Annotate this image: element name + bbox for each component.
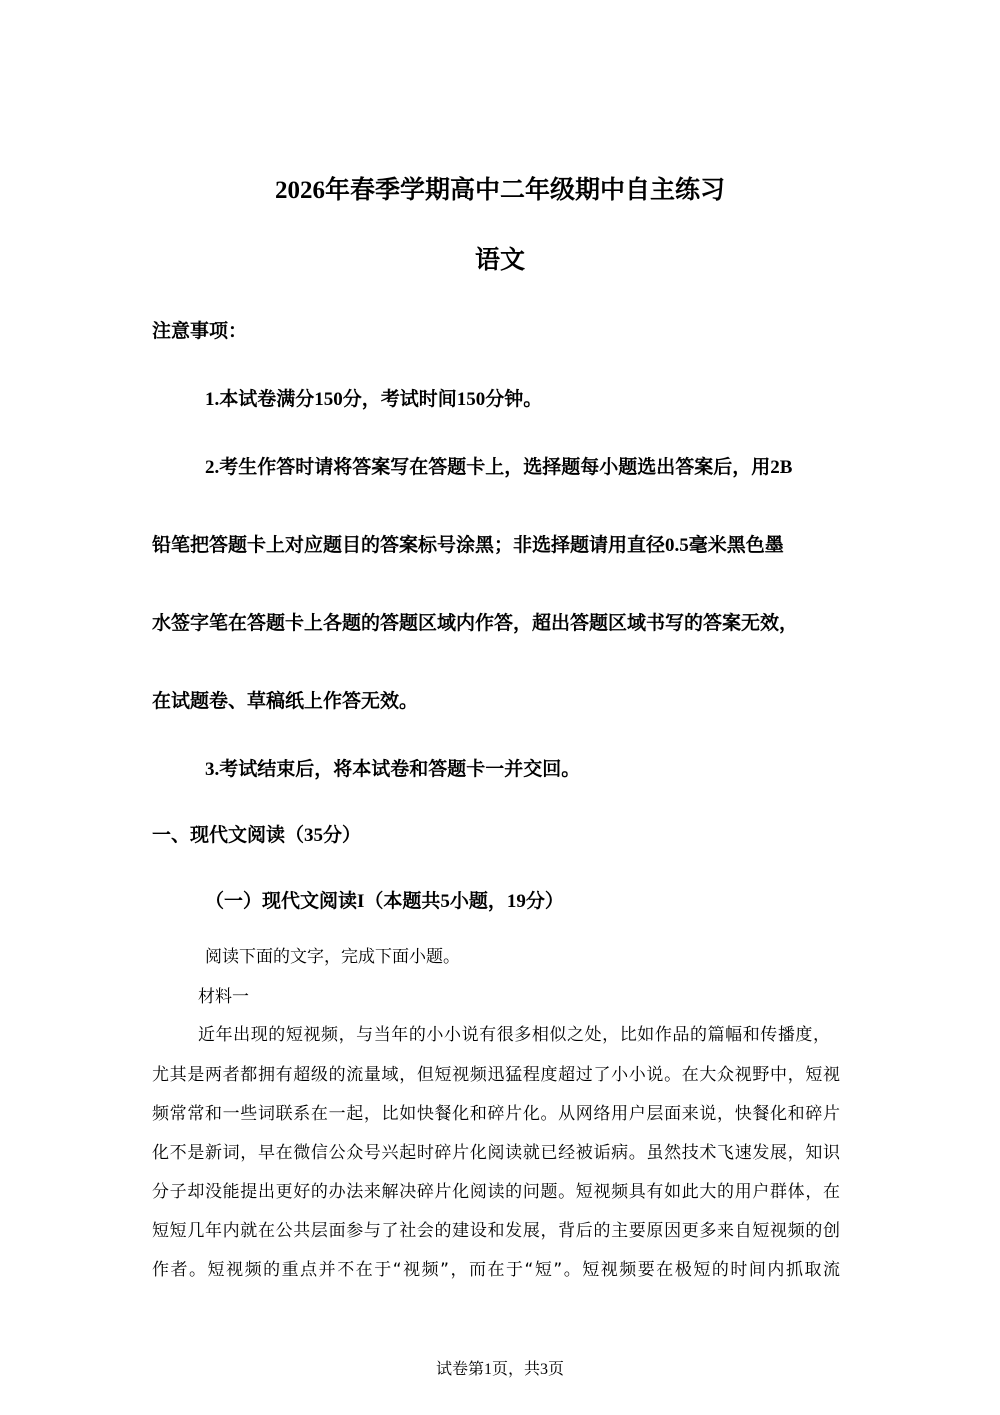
page-footer: 试卷第1页，共3页 — [435, 1361, 564, 1378]
passage-line: 近年出现的短视频，与当年的小小说有很多相似之处，比如作品的篇幅和传播度， — [198, 1025, 830, 1045]
subsection-heading: （一）现代文阅读I（本题共5小题，19分） — [205, 891, 564, 912]
notice-item: 1.本试卷满分150分，考试时间150分钟。 — [205, 389, 543, 410]
notice-item: 铅笔把答题卡上对应题目的答案标号涂黑；非选择题请用直径0.5毫米黑色墨 — [152, 535, 784, 556]
passage-line: 分子却没能提出更好的办法来解决碎片化阅读的问题。短视频具有如此大的用户群体，在 — [152, 1182, 840, 1202]
section-heading: 一、现代文阅读（35分） — [152, 825, 362, 846]
passage-line: 化不是新词，早在微信公众号兴起时碎片化阅读就已经被诟病。虽然技术飞速发展，知识 — [152, 1143, 840, 1163]
notice-heading: 注意事项： — [152, 321, 248, 342]
subject-title: 语文 — [474, 247, 525, 274]
passage-line: 尤其是两者都拥有超级的流量域，但短视频迅猛程度超过了小小说。在大众视野中，短视 — [152, 1065, 840, 1085]
passage-line: 作者。短视频的重点并不在于“视频”，而在于“短”。短视频要在极短的时间内抓取流 — [152, 1260, 840, 1280]
notice-item: 水签字笔在答题卡上各题的答题区域内作答，超出答题区域书写的答案无效， — [152, 613, 799, 634]
notice-item: 2.考生作答时请将答案写在答题卡上，选择题每小题选出答案后，用2B — [205, 457, 793, 478]
exam-title: 2026年春季学期高中二年级期中自主练习 — [274, 177, 725, 204]
instruction-text: 阅读下面的文字，完成下面小题。 — [205, 947, 460, 967]
material-label: 材料一 — [198, 987, 249, 1007]
passage-line: 频常常和一些词联系在一起，比如快餐化和碎片化。从网络用户层面来说，快餐化和碎片 — [152, 1104, 840, 1124]
notice-item: 3.考试结束后，将本试卷和答题卡一并交回。 — [205, 759, 581, 780]
passage-line: 短短几年内就在公共层面参与了社会的建设和发展，背后的主要原因更多来自短视频的创 — [152, 1221, 840, 1241]
notice-item: 在试题卷、草稿纸上作答无效。 — [152, 691, 419, 712]
